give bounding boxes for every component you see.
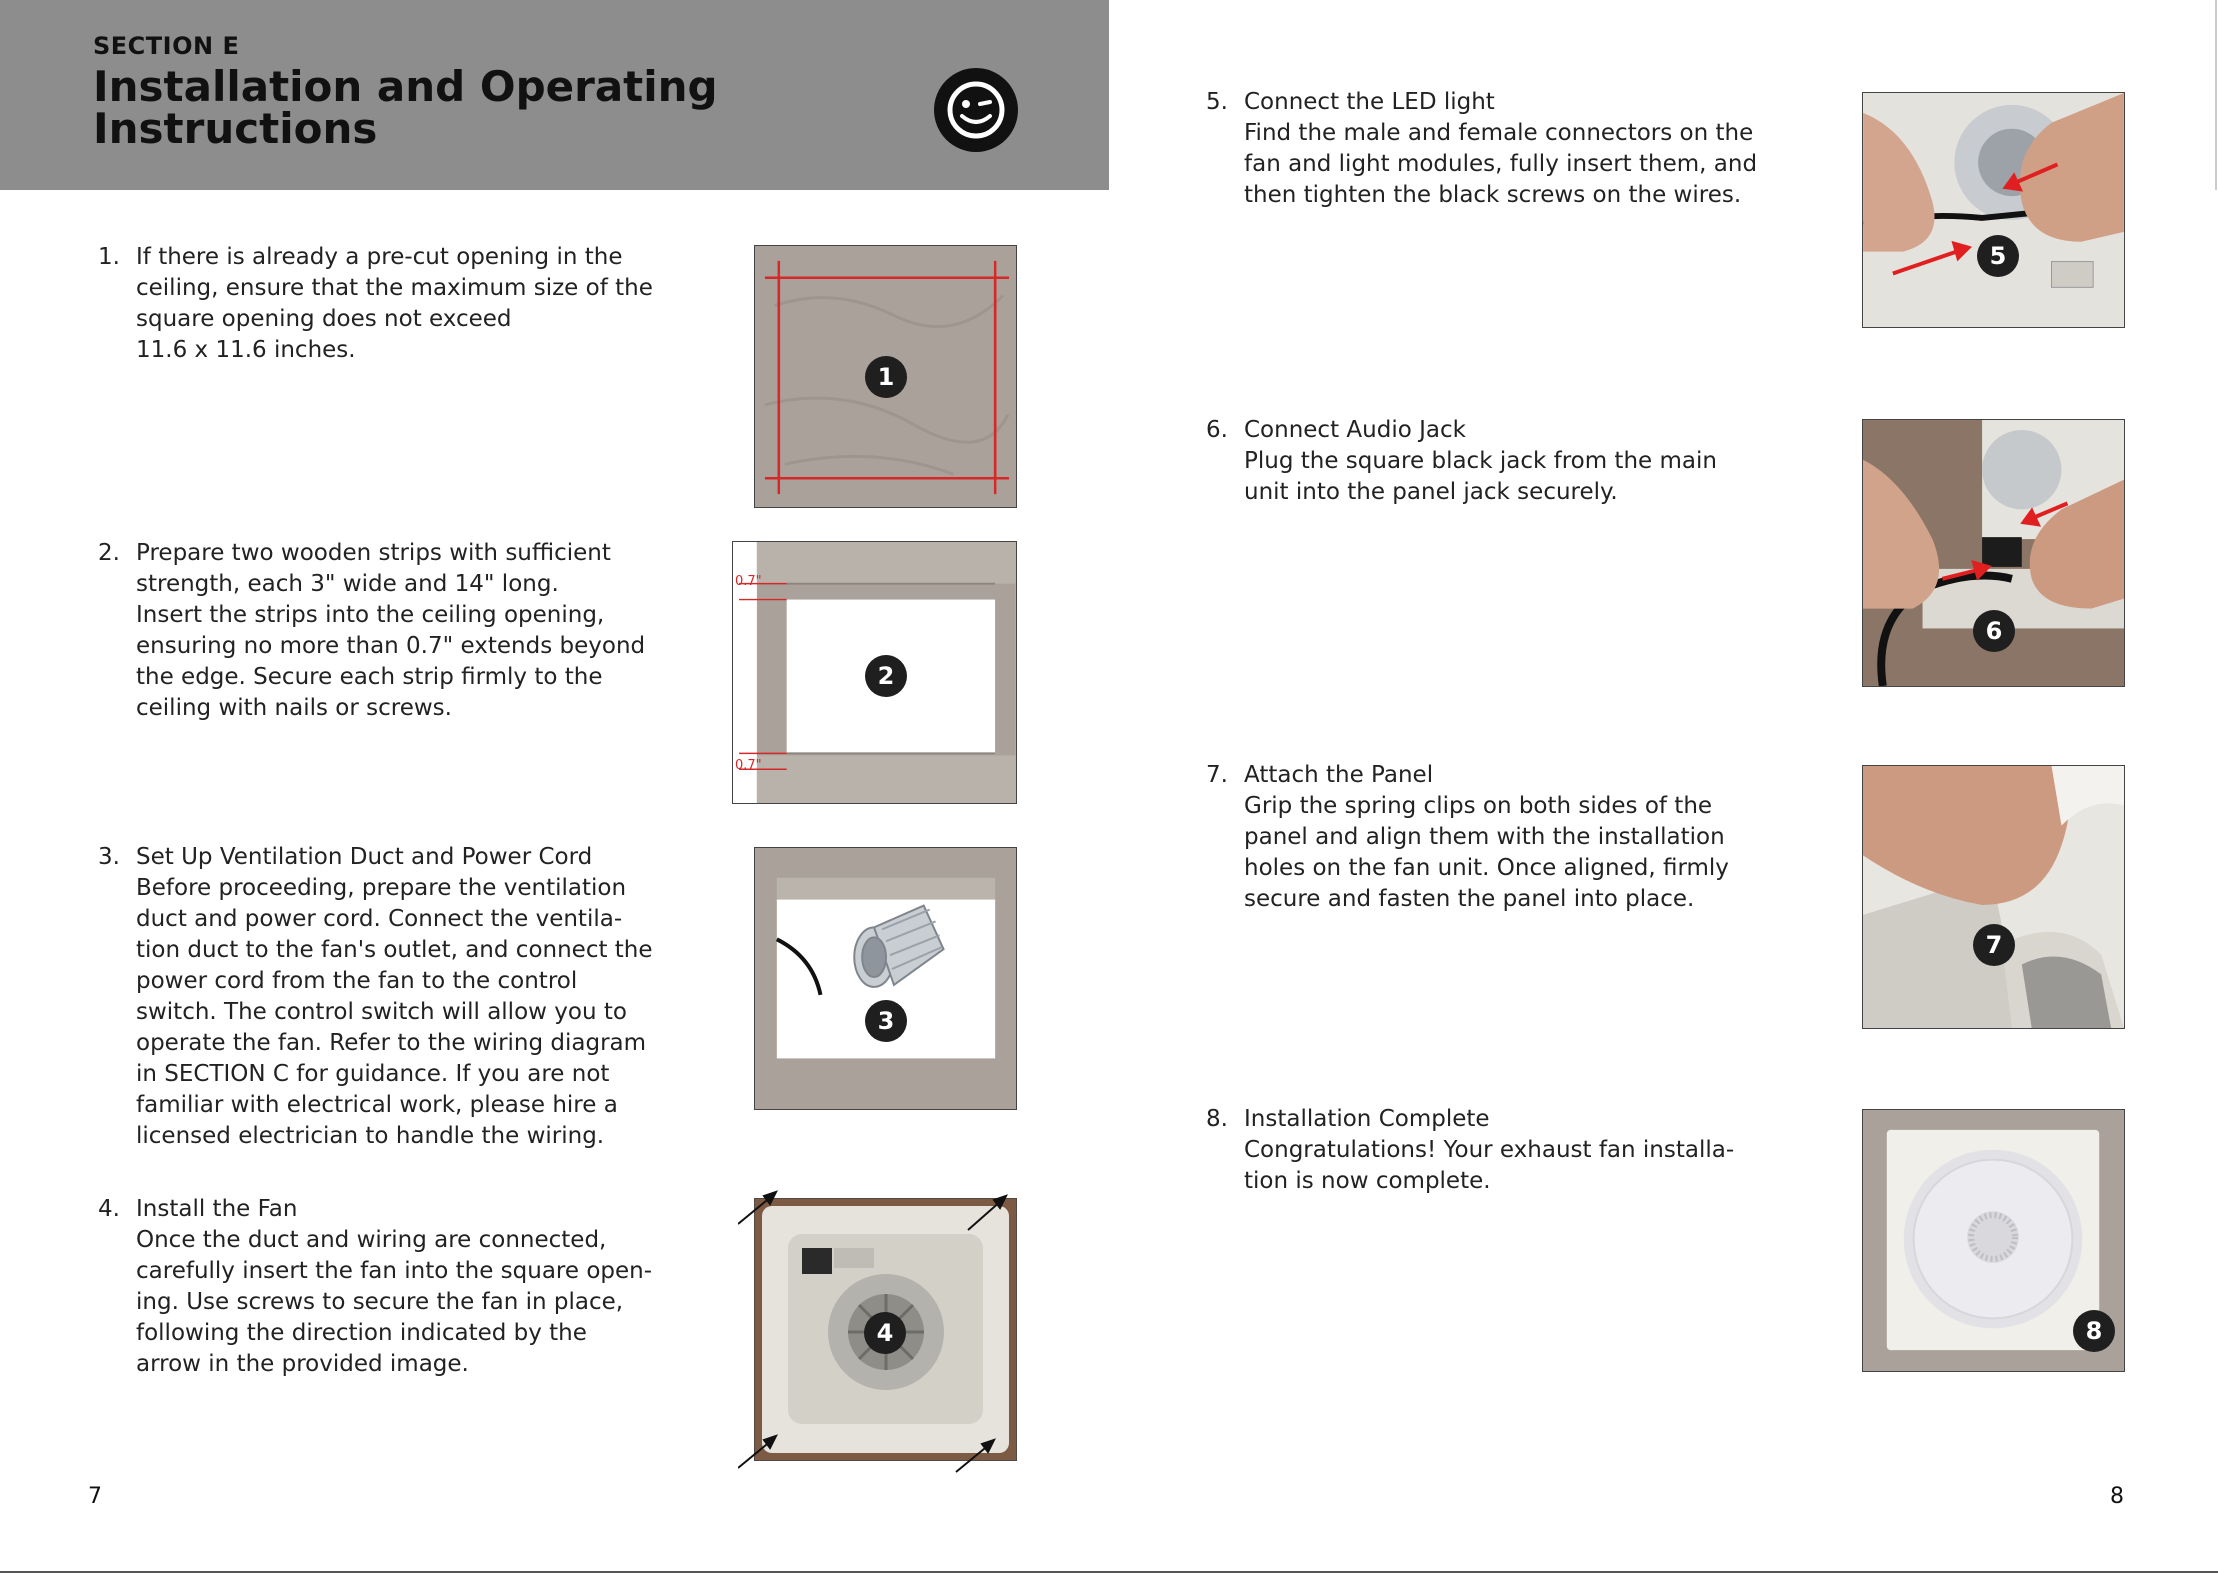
step-line: switch. The control switch will allow you to <box>136 999 627 1025</box>
step-line: operate the fan. Refer to the wiring diagram <box>136 1030 647 1056</box>
attach-panel-graphic <box>1863 766 2124 1028</box>
step-4 <box>98 1194 658 1380</box>
step-line: ensuring no more than 0.7" extends beyond <box>136 633 646 659</box>
step-text <box>136 842 658 1152</box>
step-number: 3. <box>98 844 120 870</box>
step-line: Plug the square black jack from the main <box>1244 448 1717 474</box>
step-badge: 4 <box>864 1312 906 1354</box>
step-8 <box>1206 1104 1766 1197</box>
step-line: panel and align them with the installation <box>1244 824 1725 850</box>
step-badge: 1 <box>865 356 907 398</box>
led-connector-graphic <box>1863 93 2124 327</box>
step-line: ing. Use screws to secure the fan in place, <box>136 1289 624 1315</box>
step-2-illustration <box>732 541 1017 804</box>
step-text <box>1244 760 1766 915</box>
step-number: 1. <box>98 244 120 270</box>
step-line: fan and light modules, fully insert them, and <box>1244 151 1758 177</box>
step-1-illustration <box>754 245 1017 508</box>
step-7-photo <box>1862 765 2125 1029</box>
step-line: If there is already a pre-cut opening in the <box>136 244 623 270</box>
bottom-divider <box>0 1571 2218 1573</box>
step-2 <box>98 538 658 724</box>
step-line: Connect Audio Jack <box>1244 417 1466 443</box>
page-title <box>93 62 793 153</box>
dimension-label-bottom: 0.7" <box>735 758 762 773</box>
step-text <box>1244 415 1766 508</box>
step-number: 6. <box>1206 417 1228 443</box>
step-text <box>1244 87 1766 211</box>
step-line: in SECTION C for guidance. If you are not <box>136 1061 610 1087</box>
step-text <box>136 538 658 724</box>
step-6-photo <box>1862 419 2125 687</box>
step-line: arrow in the provided image. <box>136 1351 469 1377</box>
step-badge: 8 <box>2073 1310 2115 1352</box>
step-line: Attach the Panel <box>1244 762 1434 788</box>
step-line: Once the duct and wiring are connected, <box>136 1227 607 1253</box>
step-badge: 3 <box>865 1000 907 1042</box>
step-number: 2. <box>98 540 120 566</box>
step-line: Before proceeding, prepare the ventilation <box>136 875 627 901</box>
section-label: SECTION E <box>93 32 240 60</box>
dimension-label-top: 0.7" <box>735 574 762 589</box>
step-line: ceiling, ensure that the maximum size of the <box>136 275 653 301</box>
step-1 <box>98 242 658 366</box>
step-line: Find the male and female connectors on the <box>1244 120 1754 146</box>
step-badge: 5 <box>1977 235 2019 277</box>
step-6 <box>1206 415 1766 508</box>
step-line: Insert the strips into the ceiling opening, <box>136 602 605 628</box>
step-number: 8. <box>1206 1106 1228 1132</box>
step-number: 7. <box>1206 762 1228 788</box>
step-line: Grip the spring clips on both sides of the <box>1244 793 1713 819</box>
step-7 <box>1206 760 1766 915</box>
step-5-photo <box>1862 92 2125 328</box>
step-number: 5. <box>1206 89 1228 115</box>
page-edge-line <box>2215 0 2217 190</box>
step-line: 11.6 x 11.6 inches. <box>136 337 356 363</box>
step-line: Install the Fan <box>136 1196 298 1222</box>
step-line: ceiling with nails or screws. <box>136 695 452 721</box>
step-line: unit into the panel jack securely. <box>1244 479 1618 505</box>
step-text <box>136 242 658 366</box>
step-line: holes on the fan unit. Once aligned, firmly <box>1244 855 1729 881</box>
title-line-1: Installation and Operating <box>93 62 718 111</box>
step-text <box>1244 1104 1766 1197</box>
step-5 <box>1206 87 1766 211</box>
step-line: strength, each 3" wide and 14" long. <box>136 571 559 597</box>
step-line: familiar with electrical work, please hire a <box>136 1092 618 1118</box>
step-line: secure and fasten the panel into place. <box>1244 886 1695 912</box>
step-line: Prepare two wooden strips with sufficient <box>136 540 611 566</box>
step-4-illustration <box>754 1198 1017 1461</box>
step-line: tion duct to the fan's outlet, and connect the <box>136 937 653 963</box>
step-line: licensed electrician to handle the wiring. <box>136 1123 605 1149</box>
title-line-2: Instructions <box>93 104 378 153</box>
step-8-photo <box>1862 1109 2125 1372</box>
step-text <box>136 1194 658 1380</box>
step-line: Installation Complete <box>1244 1106 1490 1132</box>
step-number: 4. <box>98 1196 120 1222</box>
step-line: Congratulations! Your exhaust fan installa- <box>1244 1137 1735 1163</box>
step-line: Connect the LED light <box>1244 89 1495 115</box>
step-line: power cord from the fan to the control <box>136 968 578 994</box>
step-line: carefully insert the fan into the square open- <box>136 1258 653 1284</box>
step-line: the edge. Secure each strip firmly to the <box>136 664 603 690</box>
step-badge: 2 <box>865 655 907 697</box>
step-line: duct and power cord. Connect the ventila- <box>136 906 623 932</box>
step-badge: 7 <box>1973 924 2015 966</box>
winking-face-icon <box>932 66 1020 154</box>
section-header <box>0 0 1109 190</box>
step-badge: 6 <box>1973 610 2015 652</box>
page-number-right: 8 <box>2110 1484 2124 1509</box>
duct-and-cord-graphic <box>755 848 1016 1109</box>
step-line: square opening does not exceed <box>136 306 512 332</box>
step-3-illustration <box>754 847 1017 1110</box>
step-line: following the direction indicated by the <box>136 1320 587 1346</box>
step-line: Set Up Ventilation Duct and Power Cord <box>136 844 593 870</box>
page-number-left: 7 <box>88 1484 102 1509</box>
step-3 <box>98 842 658 1152</box>
step-line: then tighten the black screws on the wires. <box>1244 182 1742 208</box>
step-line: tion is now complete. <box>1244 1168 1491 1194</box>
